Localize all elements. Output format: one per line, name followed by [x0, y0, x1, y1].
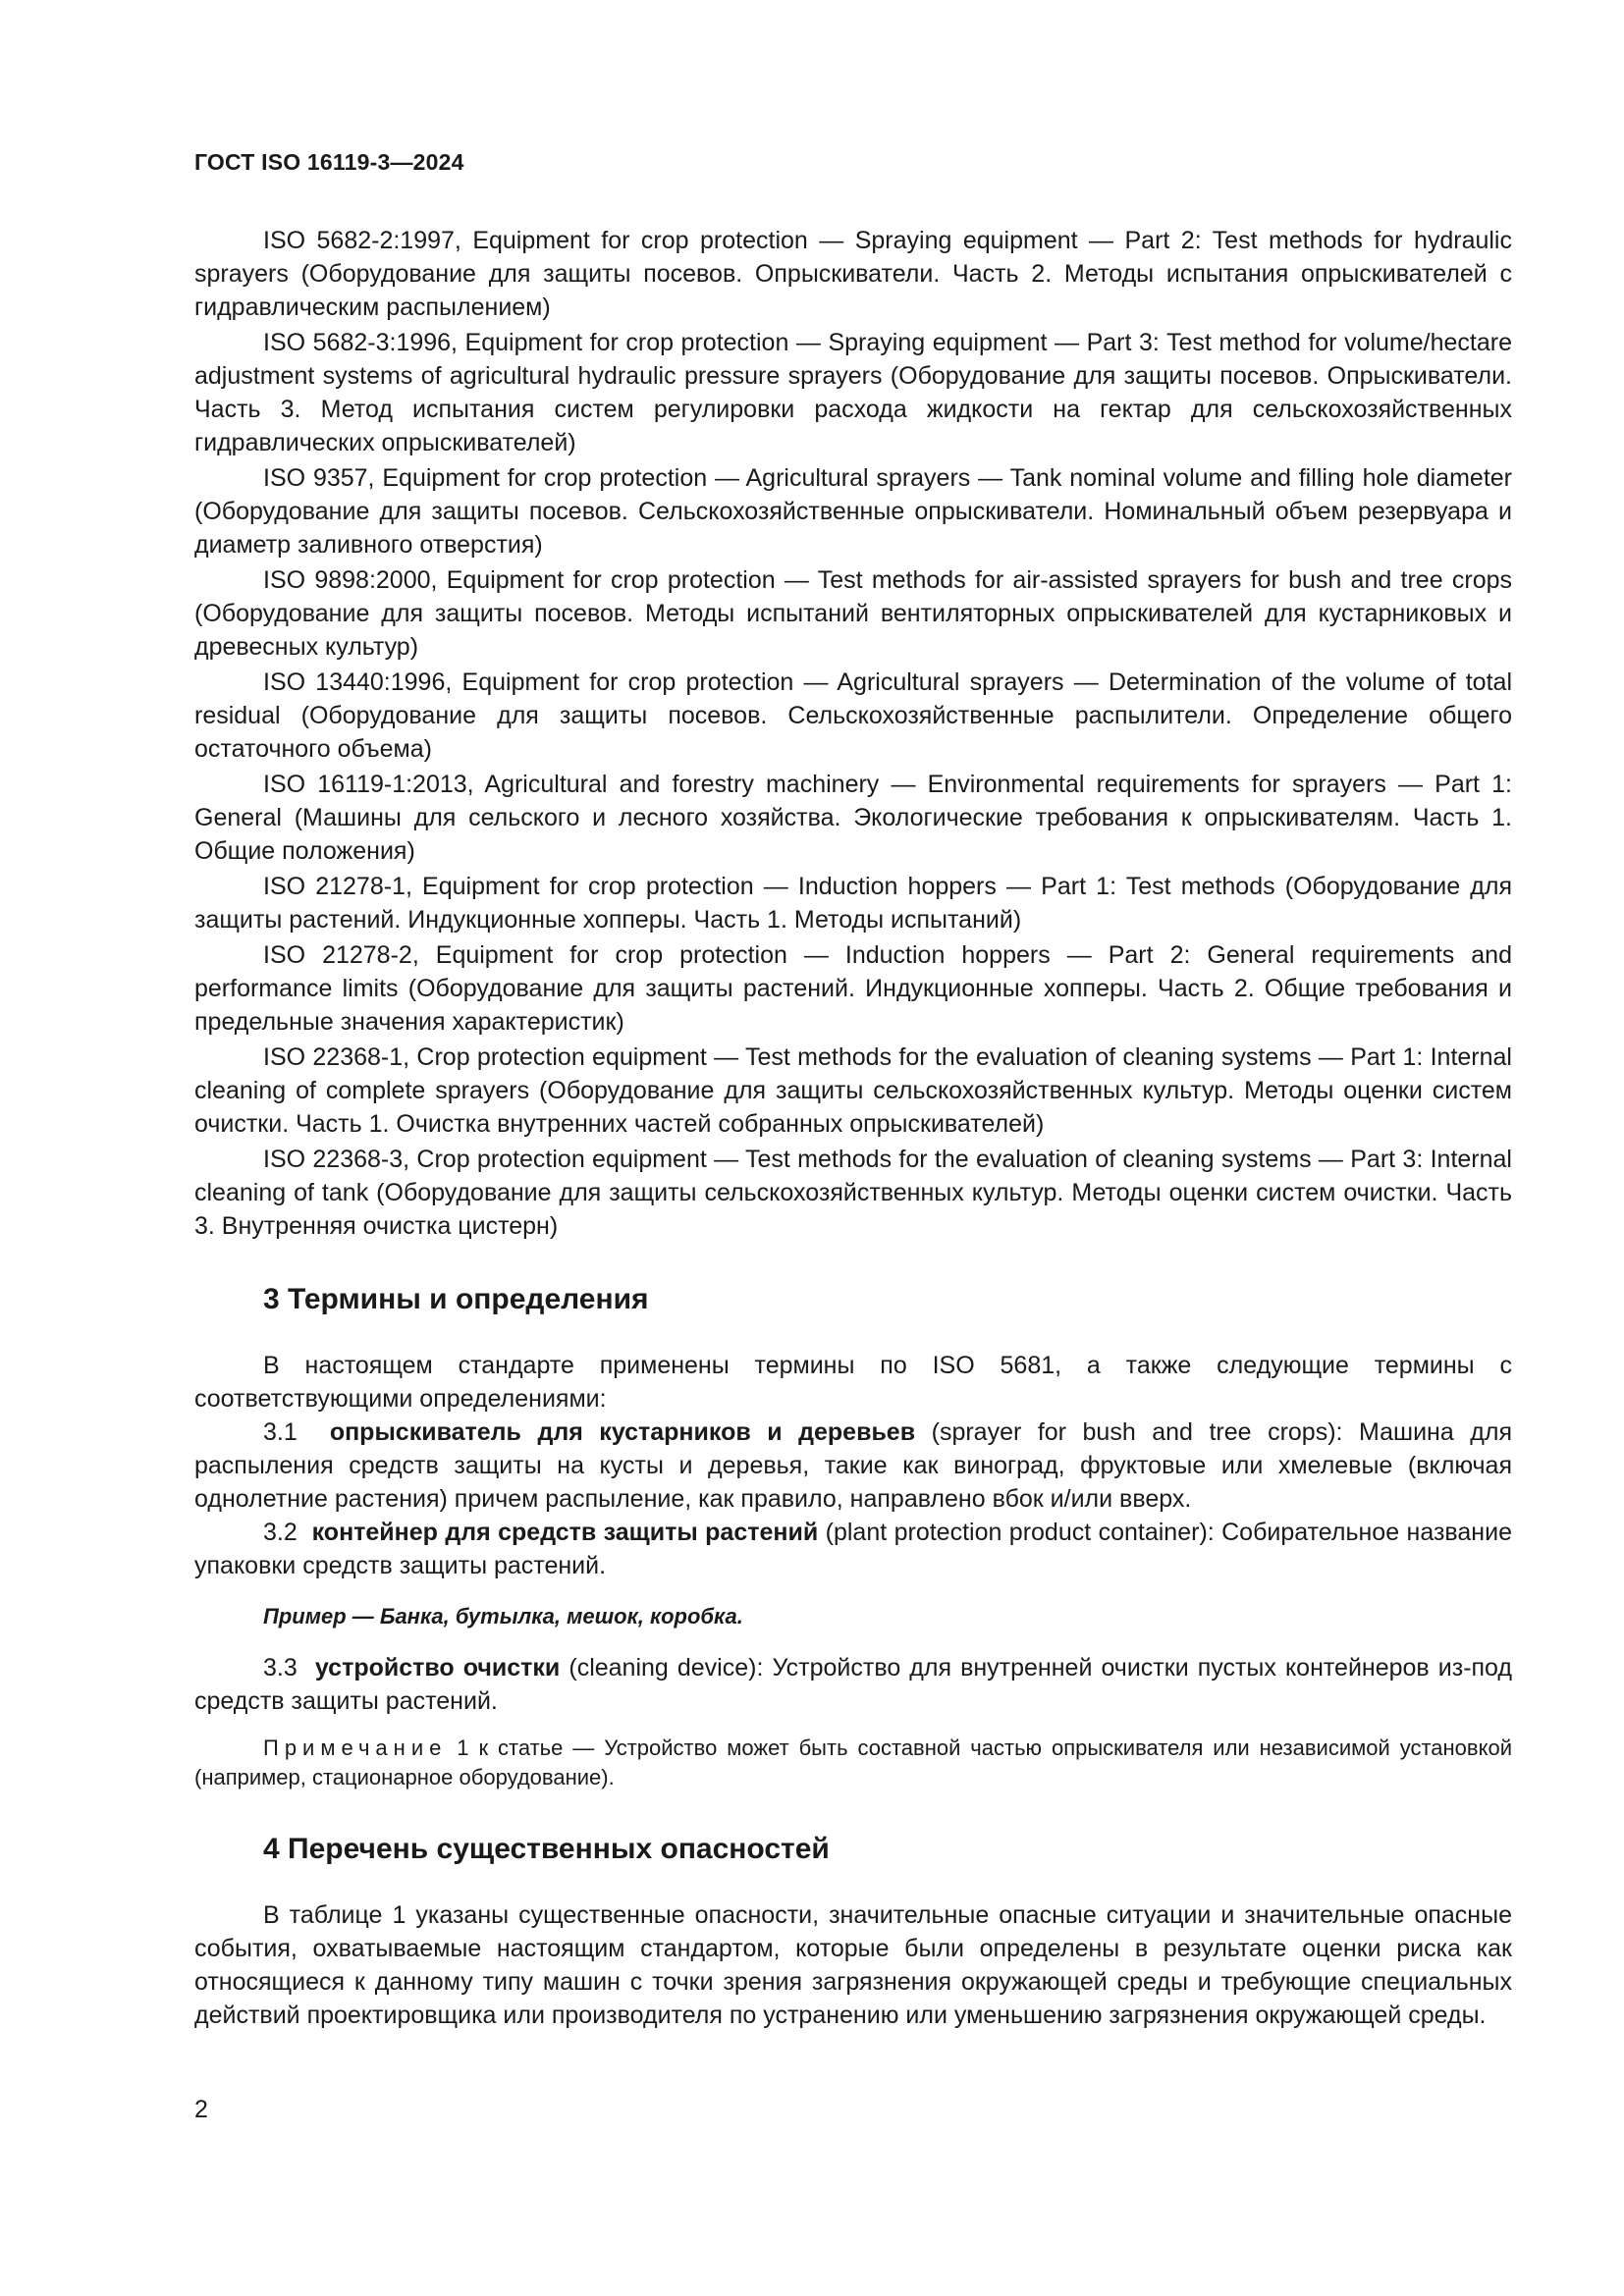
- term-name: устройство очистки: [314, 1654, 561, 1682]
- reference-item: ISO 9357, Equipment for crop protection — Agricultural sprayers — Tank nominal volume and filling hole diameter (Оборудование для защиты посевов. Сельскохозяйственные опрыскиватели. Номинальный объем резервуара и диаметр заливного отверстия): [194, 464, 1512, 559]
- section-3-heading: 3 Термины и определения: [263, 1283, 649, 1315]
- term-number: 3.2: [263, 1519, 298, 1546]
- term-definition: (cleaning device): Устройство для внутренней очистки пустых контейнеров из-под средств защиты растений.: [194, 1654, 1512, 1715]
- section-4-body: В таблице 1 указаны существенные опасности, значительные опасные ситуации и значительные опасные события, охватываемые настоящим стандартом, которые были определены в результате оценки риска как относящиеся к данному типу машин с точки зрения загрязнения окружающей среды и требующие специальных действий проектировщика или производителя по устранению или уменьшению загрязнения окружающей среды.: [194, 1901, 1512, 2029]
- term-definition: (sprayer for bush and tree crops): Машина для распыления средств защиты на кусты и деревья, такие как виноград, фруктовые или хмелевые (включая однолетние растения) причем распыление, как правило, направлено вбок и/или вверх.: [194, 1418, 1512, 1513]
- reference-item: ISO 21278-1, Equipment for crop protection — Induction hoppers — Part 1: Test methods (Оборудование для защиты растений. Индукционные хопперы. Часть 1. Методы испытаний): [194, 873, 1512, 934]
- document-header: ГОСТ ISO 16119-3—2024: [194, 149, 464, 175]
- reference-item: ISO 22368-1, Crop protection equipment — Test methods for the evaluation of cleaning systems — Part 1: Internal cleaning of complete sprayers (Оборудование для защиты сельскохозяйственных культур. Методы оценки систем очистки. Часть 1. Очистка внутренних частей собранных опрыскивателей): [194, 1043, 1512, 1138]
- reference-item: ISO 5682-3:1996, Equipment for crop protection — Spraying equipment — Part 3: Test method for volume/hectare adjustment systems of agricultural hydraulic pressure sprayers (Оборудование для защиты посевов. Опрыскиватели. Часть 3. Метод испытания систем регулировки расхода жидкости на гектар для сельскохозяйственных гидравлических опрыскивателей): [194, 329, 1512, 456]
- references-list: [194, 224, 1512, 1243]
- term-3-2: [194, 1516, 1512, 1582]
- note-label: Примечание: [263, 1735, 448, 1760]
- term-3-3: [194, 1651, 1512, 1718]
- section-4-heading: 4 Перечень существенных опасностей: [263, 1833, 830, 1865]
- section-3-intro: В настоящем стандарте применены термины по ISO 5681, а также следующие термины с соответствующими определениями:: [194, 1352, 1512, 1413]
- term-number: 3.1: [263, 1418, 298, 1446]
- reference-item: ISO 5682-2:1997, Equipment for crop protection — Spraying equipment — Part 2: Test methods for hydraulic sprayers (Оборудование для защиты посевов. Опрыскиватели. Часть 2. Методы испытания опрыскивателей с гидравлическим распылением): [194, 227, 1512, 321]
- term-number: 3.3: [263, 1654, 298, 1682]
- note-text: 1 к статье — Устройство может быть составной частью опрыскивателя или независимой установкой (например, стационарное оборудование).: [194, 1735, 1512, 1789]
- term-definition: (plant protection product container): Собирательное название упаковки средств защиты растений.: [194, 1519, 1512, 1579]
- reference-item: ISO 22368-3, Crop protection equipment — Test methods for the evaluation of cleaning systems — Part 3: Internal cleaning of tank (Оборудование для защиты сельскохозяйственных культур. Методы оценки систем очистки. Часть 3. Внутренняя очистка цистерн): [194, 1146, 1512, 1240]
- term-example: Пример — Банка, бутылка, мешок, коробка.: [263, 1604, 743, 1629]
- document-body: [194, 224, 1512, 2032]
- term-name: контейнер для средств защиты растений: [311, 1519, 819, 1546]
- reference-item: ISO 13440:1996, Equipment for crop protection — Agricultural sprayers — Determination of the volume of total residual (Оборудование для защиты посевов. Сельскохозяйственные распылители. Определение общего остаточного объема): [194, 668, 1512, 763]
- term-name: опрыскиватель для кустарников и деревьев: [329, 1418, 916, 1446]
- page-number: 2: [194, 2096, 208, 2123]
- reference-item: ISO 21278-2, Equipment for crop protection — Induction hoppers — Part 2: General requirements and performance limits (Оборудование для защиты растений. Индукционные хопперы. Часть 2. Общие требования и предельные значения характеристик): [194, 941, 1512, 1036]
- reference-item: ISO 16119-1:2013, Agricultural and forestry machinery — Environmental requirements for sprayers — Part 1: General (Машины для сельского и лесного хозяйства. Экологические требования к опрыскивателям. Часть 1. Общие положения): [194, 771, 1512, 865]
- term-note: [194, 1734, 1512, 1792]
- term-3-1: [194, 1415, 1512, 1516]
- reference-item: ISO 9898:2000, Equipment for crop protection — Test methods for air-assisted sprayers for bush and tree crops (Оборудование для защиты посевов. Методы испытаний вентиляторных опрыскивателей для кустарниковых и древесных культур): [194, 566, 1512, 661]
